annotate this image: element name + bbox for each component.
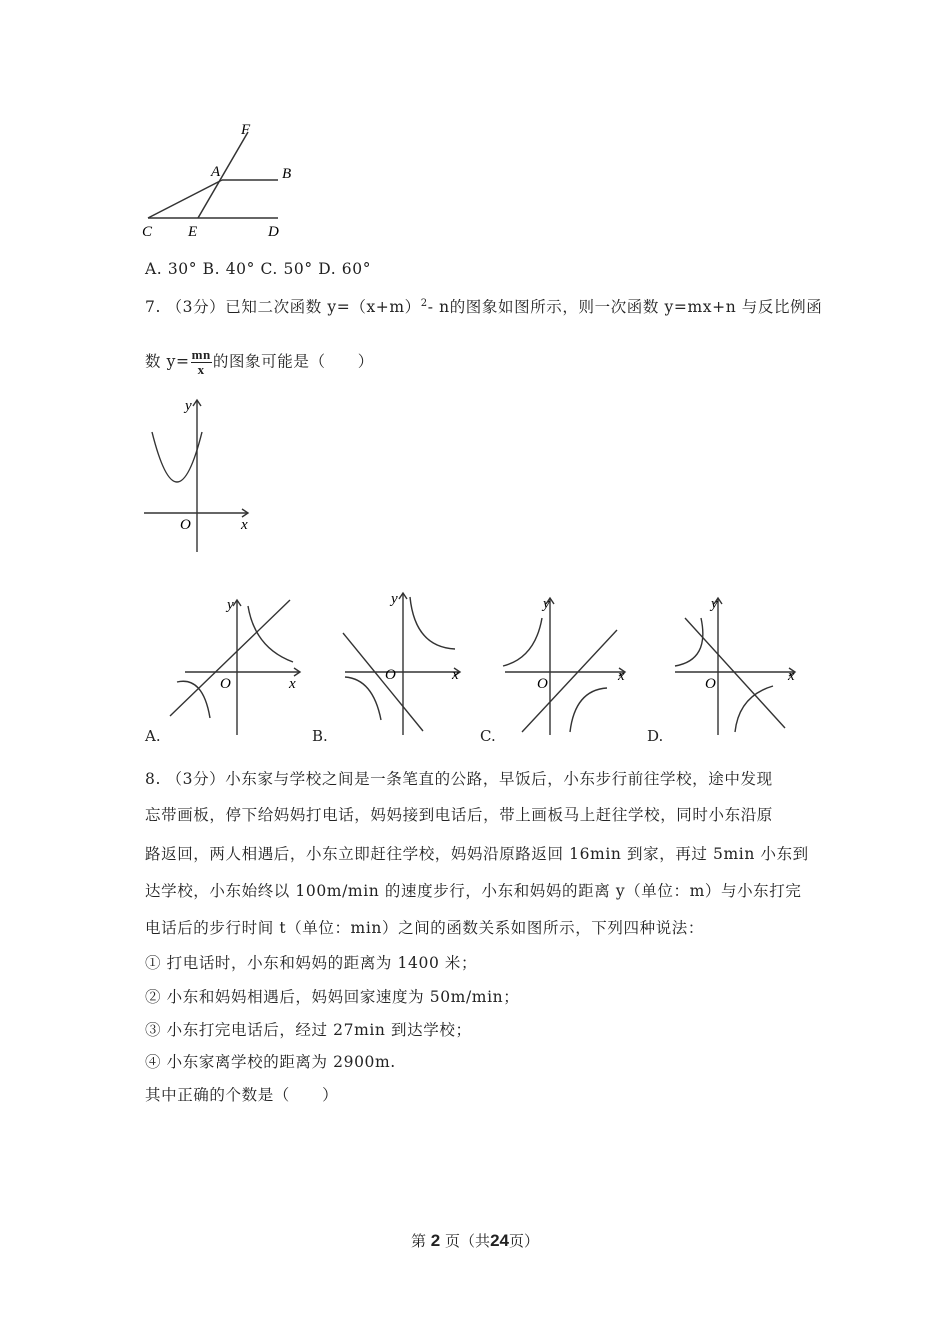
q7-option-c-graph	[495, 590, 635, 740]
svg-text:y: y	[227, 597, 234, 613]
svg-text:x: x	[788, 668, 795, 684]
q6-geometry-figure	[138, 118, 308, 243]
q7-option-d-graph	[665, 590, 805, 740]
q8-statement-4: ④ 小东家离学校的距离为 2900m.	[145, 1053, 396, 1071]
svg-text:y: y	[711, 596, 718, 612]
parabola-curve	[152, 432, 202, 482]
q8-line-2: 忘带画板，停下给妈妈打电话，妈妈接到电话后，带上画板马上赶往学校，同时小东沿原	[145, 806, 773, 824]
q7-option-a-graph	[165, 590, 310, 740]
footer-pre: 第	[411, 1232, 427, 1250]
q8-line-1: 8. （3分）小东家与学校之间是一条笔直的公路，早饭后，小东步行前往学校，途中发现	[145, 770, 773, 788]
label-e: E	[188, 224, 198, 240]
svg-text:y: y	[543, 596, 550, 612]
q7-stem-line2	[145, 348, 374, 377]
footer-page-number: 2	[430, 1231, 441, 1250]
line-ef	[198, 132, 248, 218]
svg-text:O: O	[385, 667, 396, 683]
q7-stem-b: - n的图象如图所示，则一次函数 y=mx+n 与反比例函	[427, 298, 823, 316]
label-f: F	[241, 122, 251, 138]
svg-text:O: O	[537, 676, 548, 692]
line-ca	[148, 180, 222, 218]
q6-options: A. 30° B. 40° C. 50° D. 60°	[145, 260, 372, 278]
frac-den: x	[197, 362, 205, 377]
label-b: B	[282, 166, 292, 182]
axis-y-label: y	[185, 398, 192, 414]
footer-mid: 页（共	[445, 1232, 491, 1250]
q7-option-b-label: B.	[312, 727, 328, 745]
q7-option-b-graph	[335, 585, 470, 740]
label-a: A	[211, 164, 221, 180]
svg-text:x: x	[289, 676, 296, 692]
page-footer	[0, 1230, 950, 1251]
q8-line-5: 电话后的步行时间 t（单位：min）之间的函数关系如图所示，下列四种说法：	[145, 919, 704, 937]
q7-line2-pre: 数 y=	[145, 352, 190, 371]
svg-text:x: x	[618, 668, 625, 684]
svg-text:y: y	[391, 591, 398, 607]
label-d: D	[268, 224, 279, 240]
label-c: C	[142, 224, 153, 240]
q8-statement-2: ② 小东和妈妈相遇后，妈妈回家速度为 50m/min；	[145, 988, 520, 1006]
footer-total-pages: 24	[490, 1231, 509, 1250]
q8-line-4: 达学校，小东始终以 100m/min 的速度步行，小东和妈妈的距离 y（单位：m）与小东打完	[145, 882, 802, 900]
q7-fraction	[191, 348, 212, 377]
q8-line-3: 路返回，两人相遇后，小东立即赶往学校，妈妈沿原路返回 16min 到家，再过 5min 小东到	[145, 845, 809, 863]
svg-text:O: O	[705, 676, 716, 692]
q7-option-a-label: A.	[145, 727, 161, 745]
frac-num: mn	[191, 347, 211, 362]
q8-statement-3: ③ 小东打完电话后，经过 27min 到达学校；	[145, 1021, 472, 1039]
q7-line2-post: 的图象可能是（ ）	[212, 352, 374, 371]
svg-text:O: O	[220, 676, 231, 692]
q8-statement-1: ① 打电话时，小东和妈妈的距离为 1400 米；	[145, 954, 478, 972]
q7-option-d-label: D.	[647, 727, 664, 745]
origin-label: O	[180, 517, 191, 533]
axis-x-label: x	[241, 517, 248, 533]
q7-stem-a: 7. （3分）已知二次函数 y=（x+m）	[145, 298, 421, 316]
q8-question: 其中正确的个数是（ ）	[145, 1086, 339, 1104]
q7-parabola-graph	[140, 392, 260, 557]
footer-post: 页）	[508, 1232, 539, 1250]
q7-stem-line1	[145, 295, 822, 317]
q7-option-c-label: C.	[480, 727, 496, 745]
svg-text:x: x	[452, 667, 459, 683]
q7-sup: 2	[420, 297, 428, 309]
